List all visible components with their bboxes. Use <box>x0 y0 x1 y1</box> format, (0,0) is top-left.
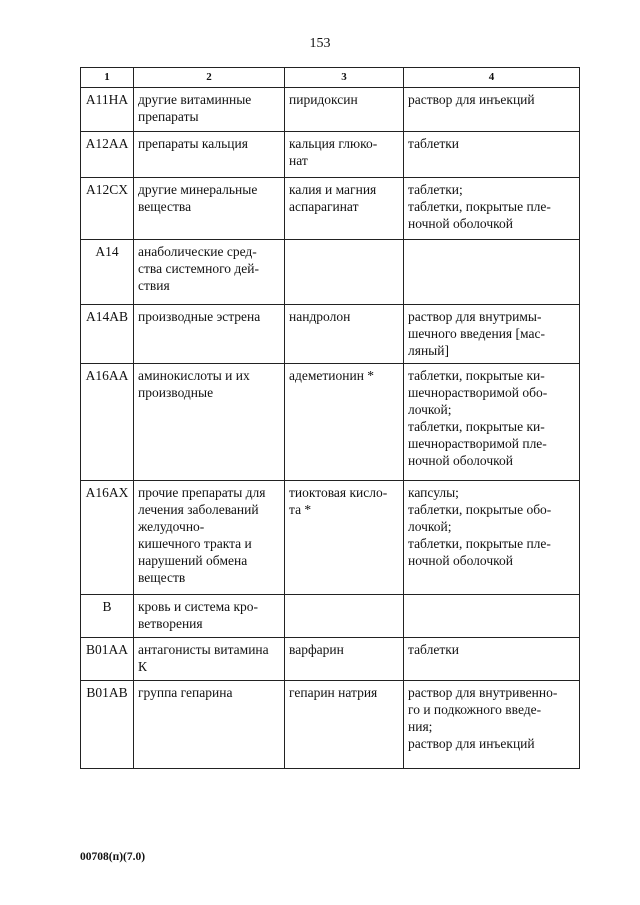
cell-text-line: та * <box>289 502 312 517</box>
cell-text-line: веществ <box>138 570 186 585</box>
cell-text-line: раствор для инъекций <box>408 736 535 751</box>
cell-text-line: ствия <box>138 278 170 293</box>
cell-text-line: ночной оболочкой <box>408 453 513 468</box>
group-cell <box>134 88 285 132</box>
column-header: 3 <box>285 68 404 88</box>
form-cell <box>404 481 580 595</box>
table-row <box>81 132 580 178</box>
cell-text-line: таблетки, покрытые ки- <box>408 419 545 434</box>
cell-text-line: пиридоксин <box>289 92 358 107</box>
cell-text-line: ночной оболочкой <box>408 216 513 231</box>
cell-text-line: раствор для внутримы- <box>408 309 542 324</box>
column-header: 4 <box>404 68 580 88</box>
drug-cell <box>285 638 404 681</box>
cell-text-line: таблетки, покрытые пле- <box>408 536 551 551</box>
cell-text-line: таблетки, покрытые ки- <box>408 368 545 383</box>
drug-cell <box>285 240 404 305</box>
table-body <box>81 88 580 769</box>
form-cell <box>404 364 580 481</box>
cell-text-line: таблетки; <box>408 182 463 197</box>
cell-text-line: производные эстрена <box>138 309 261 324</box>
cell-text-line: кишечного тракта и <box>138 536 252 551</box>
drug-cell <box>285 132 404 178</box>
table-header-row <box>81 68 580 88</box>
form-cell <box>404 88 580 132</box>
cell-text-line: раствор для инъекций <box>408 92 535 107</box>
cell-text-line: кровь и система кро- <box>138 599 259 614</box>
cell-text-line: производные <box>138 385 214 400</box>
cell-text-line: таблетки <box>408 642 460 657</box>
table-row <box>81 481 580 595</box>
table-row <box>81 595 580 638</box>
drug-cell <box>285 595 404 638</box>
cell-text-line: желудочно- <box>138 519 205 534</box>
column-header: 2 <box>134 68 285 88</box>
atc-code-cell: A12AA <box>81 132 134 178</box>
cell-text-line: антагонисты витамина <box>138 642 269 657</box>
cell-text-line: лочкой; <box>408 402 452 417</box>
table-row <box>81 178 580 240</box>
table-row <box>81 681 580 769</box>
form-cell <box>404 638 580 681</box>
page-number: 153 <box>309 36 331 51</box>
cell-text-line: вещества <box>138 199 192 214</box>
cell-text-line: нат <box>289 153 308 168</box>
form-cell <box>404 681 580 769</box>
group-cell <box>134 240 285 305</box>
cell-text-line: тиоктовая кисло- <box>289 485 388 500</box>
cell-text-line: шечнорастворимой пле- <box>408 436 547 451</box>
drug-cell <box>285 481 404 595</box>
group-cell <box>134 178 285 240</box>
group-cell <box>134 681 285 769</box>
cell-text-line: ства системного дей- <box>138 261 259 276</box>
atc-code-cell: B <box>81 595 134 638</box>
cell-text-line: таблетки <box>408 136 460 151</box>
atc-code-cell: A16AX <box>81 481 134 595</box>
group-cell <box>134 132 285 178</box>
form-cell <box>404 240 580 305</box>
table-row <box>81 240 580 305</box>
table-row <box>81 364 580 481</box>
table-row <box>81 305 580 364</box>
drug-cell <box>285 364 404 481</box>
cell-text-line: группа гепарина <box>138 685 233 700</box>
cell-text-line: прочие препараты для <box>138 485 266 500</box>
atc-code-cell: A14 <box>81 240 134 305</box>
cell-text-line: ляный] <box>408 343 449 358</box>
cell-text-line: лочкой; <box>408 519 452 534</box>
cell-text-line: ветворения <box>138 616 203 631</box>
cell-text-line: нандролон <box>289 309 351 324</box>
column-header: 1 <box>81 68 134 88</box>
cell-text-line: адеметионин * <box>289 368 375 383</box>
cell-text-line: препараты кальция <box>138 136 248 151</box>
group-cell <box>134 364 285 481</box>
group-cell <box>134 638 285 681</box>
table-row <box>81 88 580 132</box>
group-cell <box>134 595 285 638</box>
drug-cell <box>285 681 404 769</box>
cell-text-line: препараты <box>138 109 199 124</box>
table-row <box>81 638 580 681</box>
cell-text-line: шечного введения [мас- <box>408 326 545 341</box>
cell-text-line: нарушений обмена <box>138 553 248 568</box>
cell-text-line: аспарагинат <box>289 199 359 214</box>
cell-text-line: лечения заболеваний <box>138 502 259 517</box>
atc-code-cell: A16AA <box>81 364 134 481</box>
cell-text-line: таблетки, покрытые обо- <box>408 502 552 517</box>
cell-text-line: другие минеральные <box>138 182 258 197</box>
drug-cell <box>285 178 404 240</box>
cell-text-line: таблетки, покрытые пле- <box>408 199 551 214</box>
cell-text-line: гепарин натрия <box>289 685 378 700</box>
atc-code-cell: B01AA <box>81 638 134 681</box>
atc-code-cell: A14AB <box>81 305 134 364</box>
atc-code-cell: A12CX <box>81 178 134 240</box>
drug-table <box>80 67 580 769</box>
cell-text-line: К <box>138 659 148 674</box>
atc-code-cell: B01AB <box>81 681 134 769</box>
cell-text-line: варфарин <box>289 642 344 657</box>
cell-text-line: шечнорастворимой обо- <box>408 385 548 400</box>
group-cell <box>134 481 285 595</box>
form-cell <box>404 132 580 178</box>
cell-text-line: другие витаминные <box>138 92 252 107</box>
cell-text-line: ночной оболочкой <box>408 553 513 568</box>
cell-text-line: раствор для внутривенно- <box>408 685 558 700</box>
cell-text-line: капсулы; <box>408 485 459 500</box>
cell-text-line: кальция глюко- <box>289 136 378 151</box>
form-cell <box>404 305 580 364</box>
cell-text-line: ния; <box>408 719 433 734</box>
cell-text-line: калия и магния <box>289 182 377 197</box>
group-cell <box>134 305 285 364</box>
drug-cell <box>285 88 404 132</box>
form-cell <box>404 595 580 638</box>
atc-code-cell: A11HA <box>81 88 134 132</box>
document-code: 00708(п)(7.0) <box>80 851 146 863</box>
cell-text-line: аминокислоты и их <box>138 368 250 383</box>
cell-text-line: анаболические сред- <box>138 244 257 259</box>
form-cell <box>404 178 580 240</box>
cell-text-line: го и подкожного введе- <box>408 702 542 717</box>
drug-cell <box>285 305 404 364</box>
